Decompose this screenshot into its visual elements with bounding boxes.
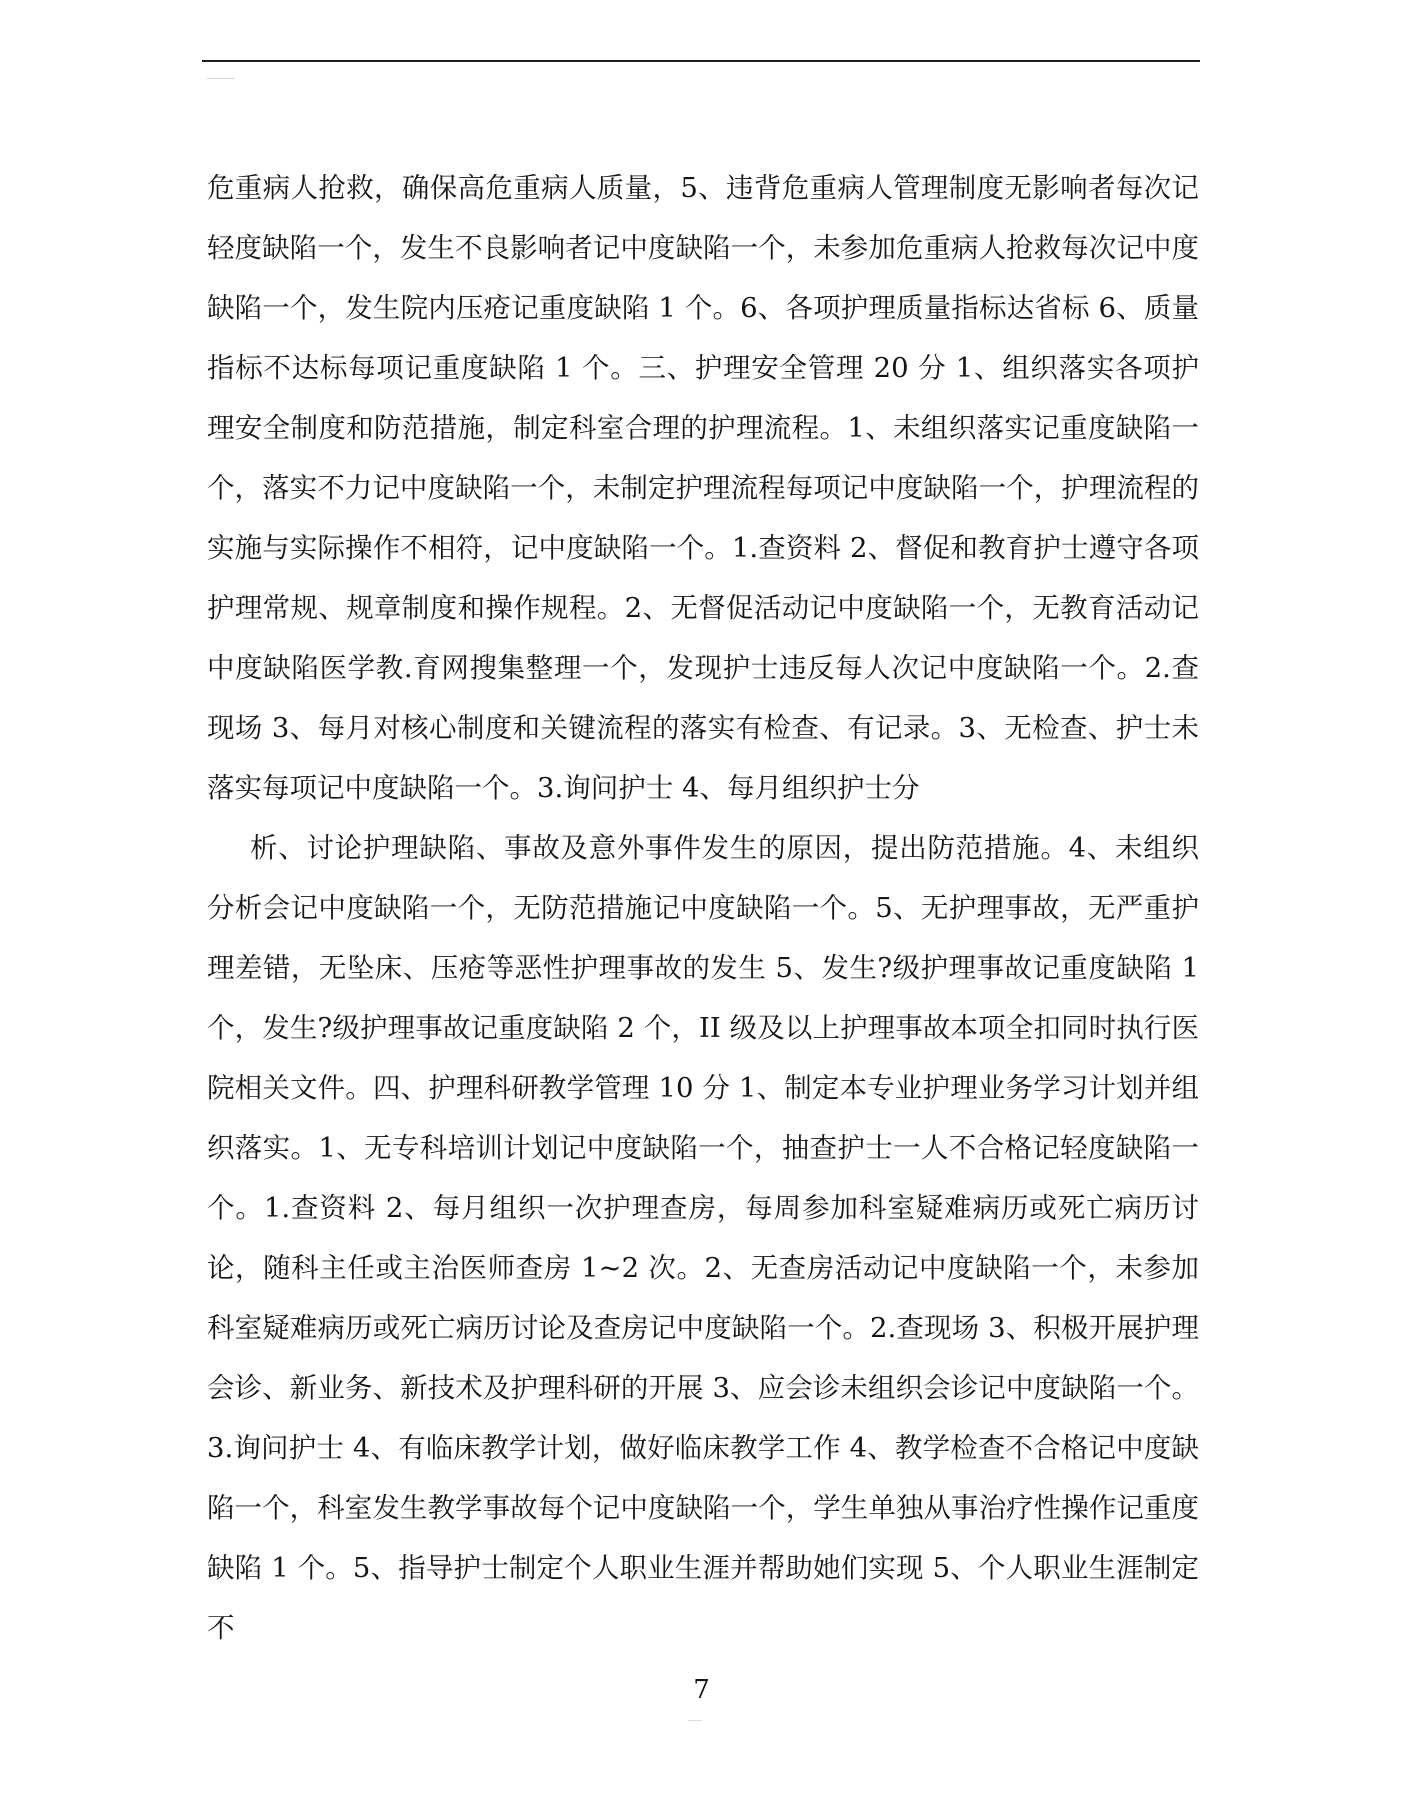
header-rule xyxy=(202,60,1200,62)
header-mark xyxy=(207,78,235,79)
page-number: 7 xyxy=(693,1675,710,1705)
body-text xyxy=(207,158,1199,1658)
paragraph-1: 危重病人抢救，确保高危重病人质量，5、违背危重病人管理制度无影响者每次记轻度缺陷一个，发生不良影响者记中度缺陷一个，未参加危重病人抢救每次记中度缺陷一个，发生院内压疮记重度缺陷 1 个。6、各项护理质量指标达省标 6、质量指标不达标每项记重度缺陷 1 个。三、护理安全管理 20 分 1、组织落实各项护理安全制度和防范措施，制定科室合理的护理流程。1、未组织落实记重度缺陷一个，落实不力记中度缺陷一个，未制定护理流程每项记中度缺陷一个，护理流程的实施与实际操作不相符，记中度缺陷一个。1.查资料 2、督促和教育护士遵守各项护理常规、规章制度和操作规程。2、无督促活动记中度缺陷一个，无教育活动记中度缺陷医学教.育网搜集整理一个，发现护士违反每人次记中度缺陷一个。2.查现场 3、每月对核心制度和关键流程的落实有检查、有记录。3、无检查、护士未落实每项记中度缺陷一个。3.询问护士 4、每月组织护士分 xyxy=(207,172,1199,804)
paragraph-2: 析、讨论护理缺陷、事故及意外事件发生的原因，提出防范措施。4、未组织分析会记中度缺陷一个，无防范措施记中度缺陷一个。5、无护理事故，无严重护理差错，无坠床、压疮等恶性护理事故的发生 5、发生?级护理事故记重度缺陷 1 个，发生?级护理事故记重度缺陷 2 个，II 级及以上护理事故本项全扣同时执行医院相关文件。四、护理科研教学管理 10 分 1、制定本专业护理业务学习计划并组织落实。1、无专科培训计划记中度缺陷一个，抽查护士一人不合格记轻度缺陷一个。1.查资料 2、每月组织一次护理查房，每周参加科室疑难病历或死亡病历讨论，随科主任或主治医师查房 1~2 次。2、无查房活动记中度缺陷一个，未参加科室疑难病历或死亡病历讨论及查房记中度缺陷一个。2.查现场 3、积极开展护理会诊、新业务、新技术及护理科研的开展 3、应会诊未组织会诊记中度缺陷一个。3.询问护士 4、有临床教学计划，做好临床教学工作 4、教学检查不合格记中度缺陷一个，科室发生教学事故每个记中度缺陷一个，学生单独从事治疗性操作记重度缺陷 1 个。5、指导护士制定个人职业生涯并帮助她们实现 5、个人职业生涯制定不 xyxy=(207,832,1199,1644)
footer-mark xyxy=(688,1720,702,1721)
